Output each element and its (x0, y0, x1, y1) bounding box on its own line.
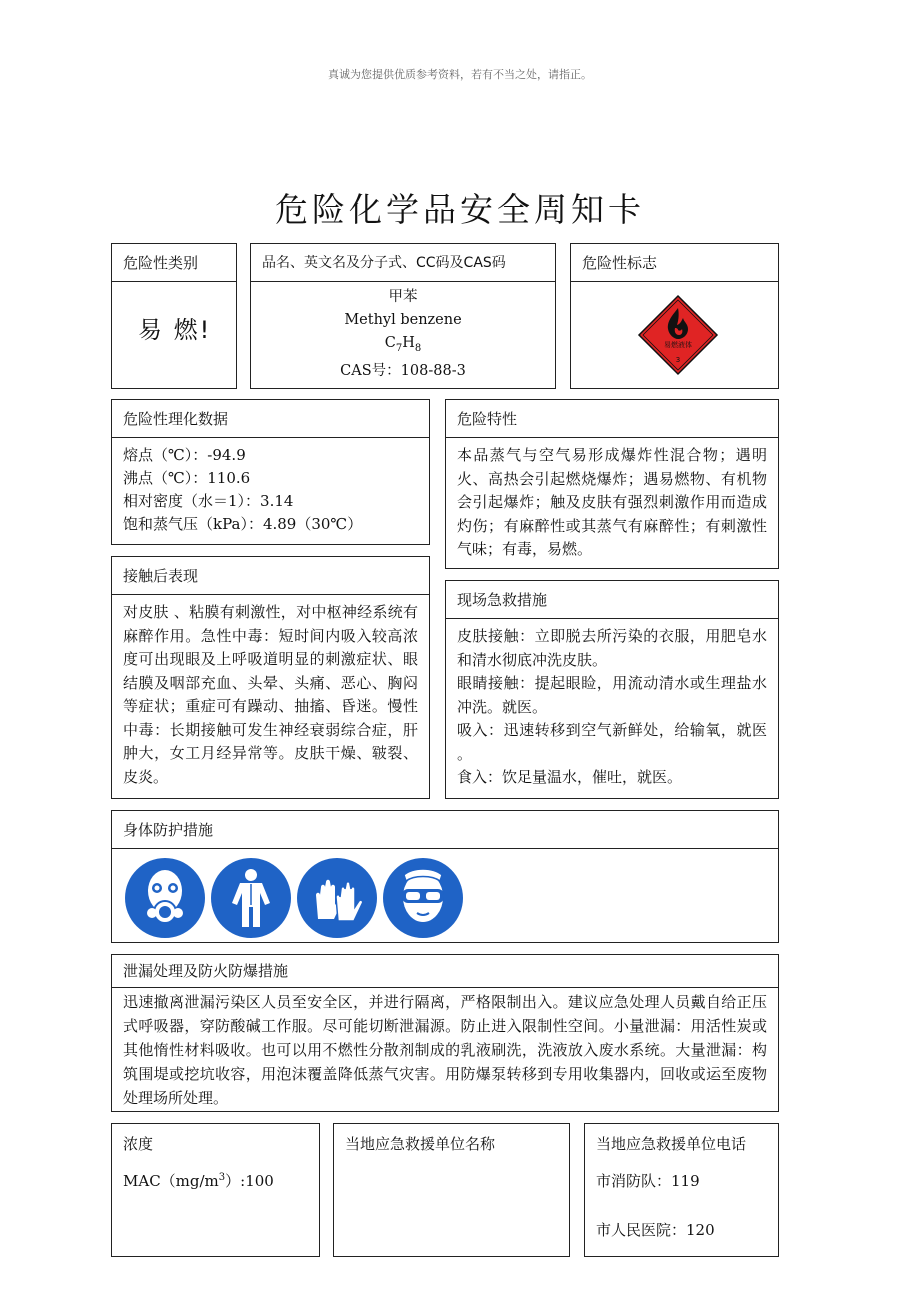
rescue-phone-line: 市消防队：119 (596, 1172, 700, 1190)
first-aid-item: 皮肤接触：立即脱去所污染的衣服，用肥皂水和清水彻底冲洗皮肤。 (457, 627, 767, 669)
physchem-line: 相对密度（水＝1）：3.14 (123, 492, 294, 510)
hazard-props-box (445, 399, 779, 569)
concentration-box (111, 1123, 320, 1257)
first-aid-item: 吸入：迅速转移到空气新鲜处，给输氧，就医 。 (457, 721, 767, 763)
product-info-header: 品名、英文名及分子式、CC码及CAS码 (251, 244, 555, 282)
gloves-icon (296, 857, 378, 939)
physchem-line: 饱和蒸气压（kPa）：4.89（30℃） (123, 515, 363, 533)
rescue-phone-header: 当地应急救援单位电话 (596, 1135, 747, 1153)
protective-suit-icon (210, 857, 292, 939)
product-cas: CAS号：108-88-3 (340, 362, 466, 379)
rescue-phone-line: 市人民医院：120 (596, 1221, 715, 1239)
hazard-sign-header: 危险性标志 (571, 244, 778, 282)
rescue-phone-box (584, 1123, 779, 1257)
spill-text: 迅速撤离泄漏污染区人员至安全区，并进行隔离，严格限制出入。建议应急处理人员戴自给正压式呼吸器，穿防酸碱工作服。尽可能切断泄漏源。防止进入限制性空间。小量泄漏：用活性炭或其他惰性材料吸收。也可以用不燃性分散剂制成的乳液刷洗，洗液放入废水系统。大量泄漏：构筑围堤或挖坑收容，用泡沫覆盖降低蒸气灾害。用防爆泵转移到专用收集器内，回收或运至废物处理场所处理。 (123, 993, 767, 1107)
first-aid-item: 食入：饮足量温水，催吐，就医。 (457, 768, 683, 786)
exposure-header: 接触后表现 (112, 557, 429, 595)
respirator-icon (124, 857, 206, 939)
hazard-category-value: 易 燃! (138, 316, 212, 344)
physchem-line: 沸点（℃）：110.6 (123, 469, 251, 487)
physchem-header: 危险性理化数据 (112, 400, 429, 438)
product-formula: $C_7H_8$ (384, 335, 422, 354)
first-aid-box (445, 580, 779, 799)
hazard-props-header: 危险特性 (446, 400, 778, 438)
hazard-category-box (111, 243, 237, 389)
first-aid-item: 眼睛接触：提起眼睑，用流动清水或生理盐水冲洗。就医。 (457, 674, 767, 716)
flammable-liquid-icon (637, 294, 719, 380)
goggles-icon (382, 857, 464, 939)
product-info-box (250, 243, 556, 389)
hazard-category-header: 危险性类别 (112, 244, 236, 282)
protection-box (111, 810, 779, 943)
page-title: 危险化学品安全周知卡 (275, 190, 645, 229)
physchem-box (111, 399, 430, 545)
rescue-unit-box (333, 1123, 570, 1257)
product-en-name: Methyl benzene (344, 312, 462, 328)
spill-box (111, 954, 779, 1112)
hazard-sign-box (570, 243, 779, 389)
top-notice: 真诚为您提供优质参考资料，若有不当之处，请指正。 (328, 68, 592, 81)
exposure-text: 对皮肤 、粘膜有刺激性，对中枢神经系统有麻醉作用。急性中毒：短时间内吸入较高浓度可出现眼及上呼吸道明显的刺激症状、眼结膜及咽部充血、头晕、头痛、恶心、胸闷等症状；重症可有躁动、抽搐、昏迷。慢性中毒：长期接触可发生神经衰弱综合症，肝肿大，女工月经异常等。皮肤干燥、皲裂、皮炎。 (123, 603, 418, 786)
concentration-value: $MAC(mg/m^3):100$ (123, 1172, 274, 1190)
product-cn-name: 甲苯 (388, 289, 418, 305)
svg-text:易燃液体: 易燃液体 (664, 341, 692, 349)
hazard-props-text: 本品蒸气与空气易形成爆炸性混合物；遇明火、高热会引起燃烧爆炸；遇易燃物、有机物会引起爆炸；触及皮肤有强烈刺激作用而造成灼伤；有麻醉性或其蒸气有麻醉性；有刺激性气味；有毒，易燃。 (457, 446, 767, 558)
physchem-line: 熔点（℃）：-94.9 (123, 446, 246, 464)
svg-text:3: 3 (675, 356, 681, 364)
spill-header: 泄漏处理及防火防爆措施 (112, 955, 778, 988)
concentration-header: 浓度 (123, 1135, 154, 1153)
rescue-unit-header: 当地应急救援单位名称 (345, 1135, 496, 1153)
exposure-box (111, 556, 430, 799)
first-aid-header: 现场急救措施 (446, 581, 778, 619)
protection-header: 身体防护措施 (112, 811, 778, 849)
